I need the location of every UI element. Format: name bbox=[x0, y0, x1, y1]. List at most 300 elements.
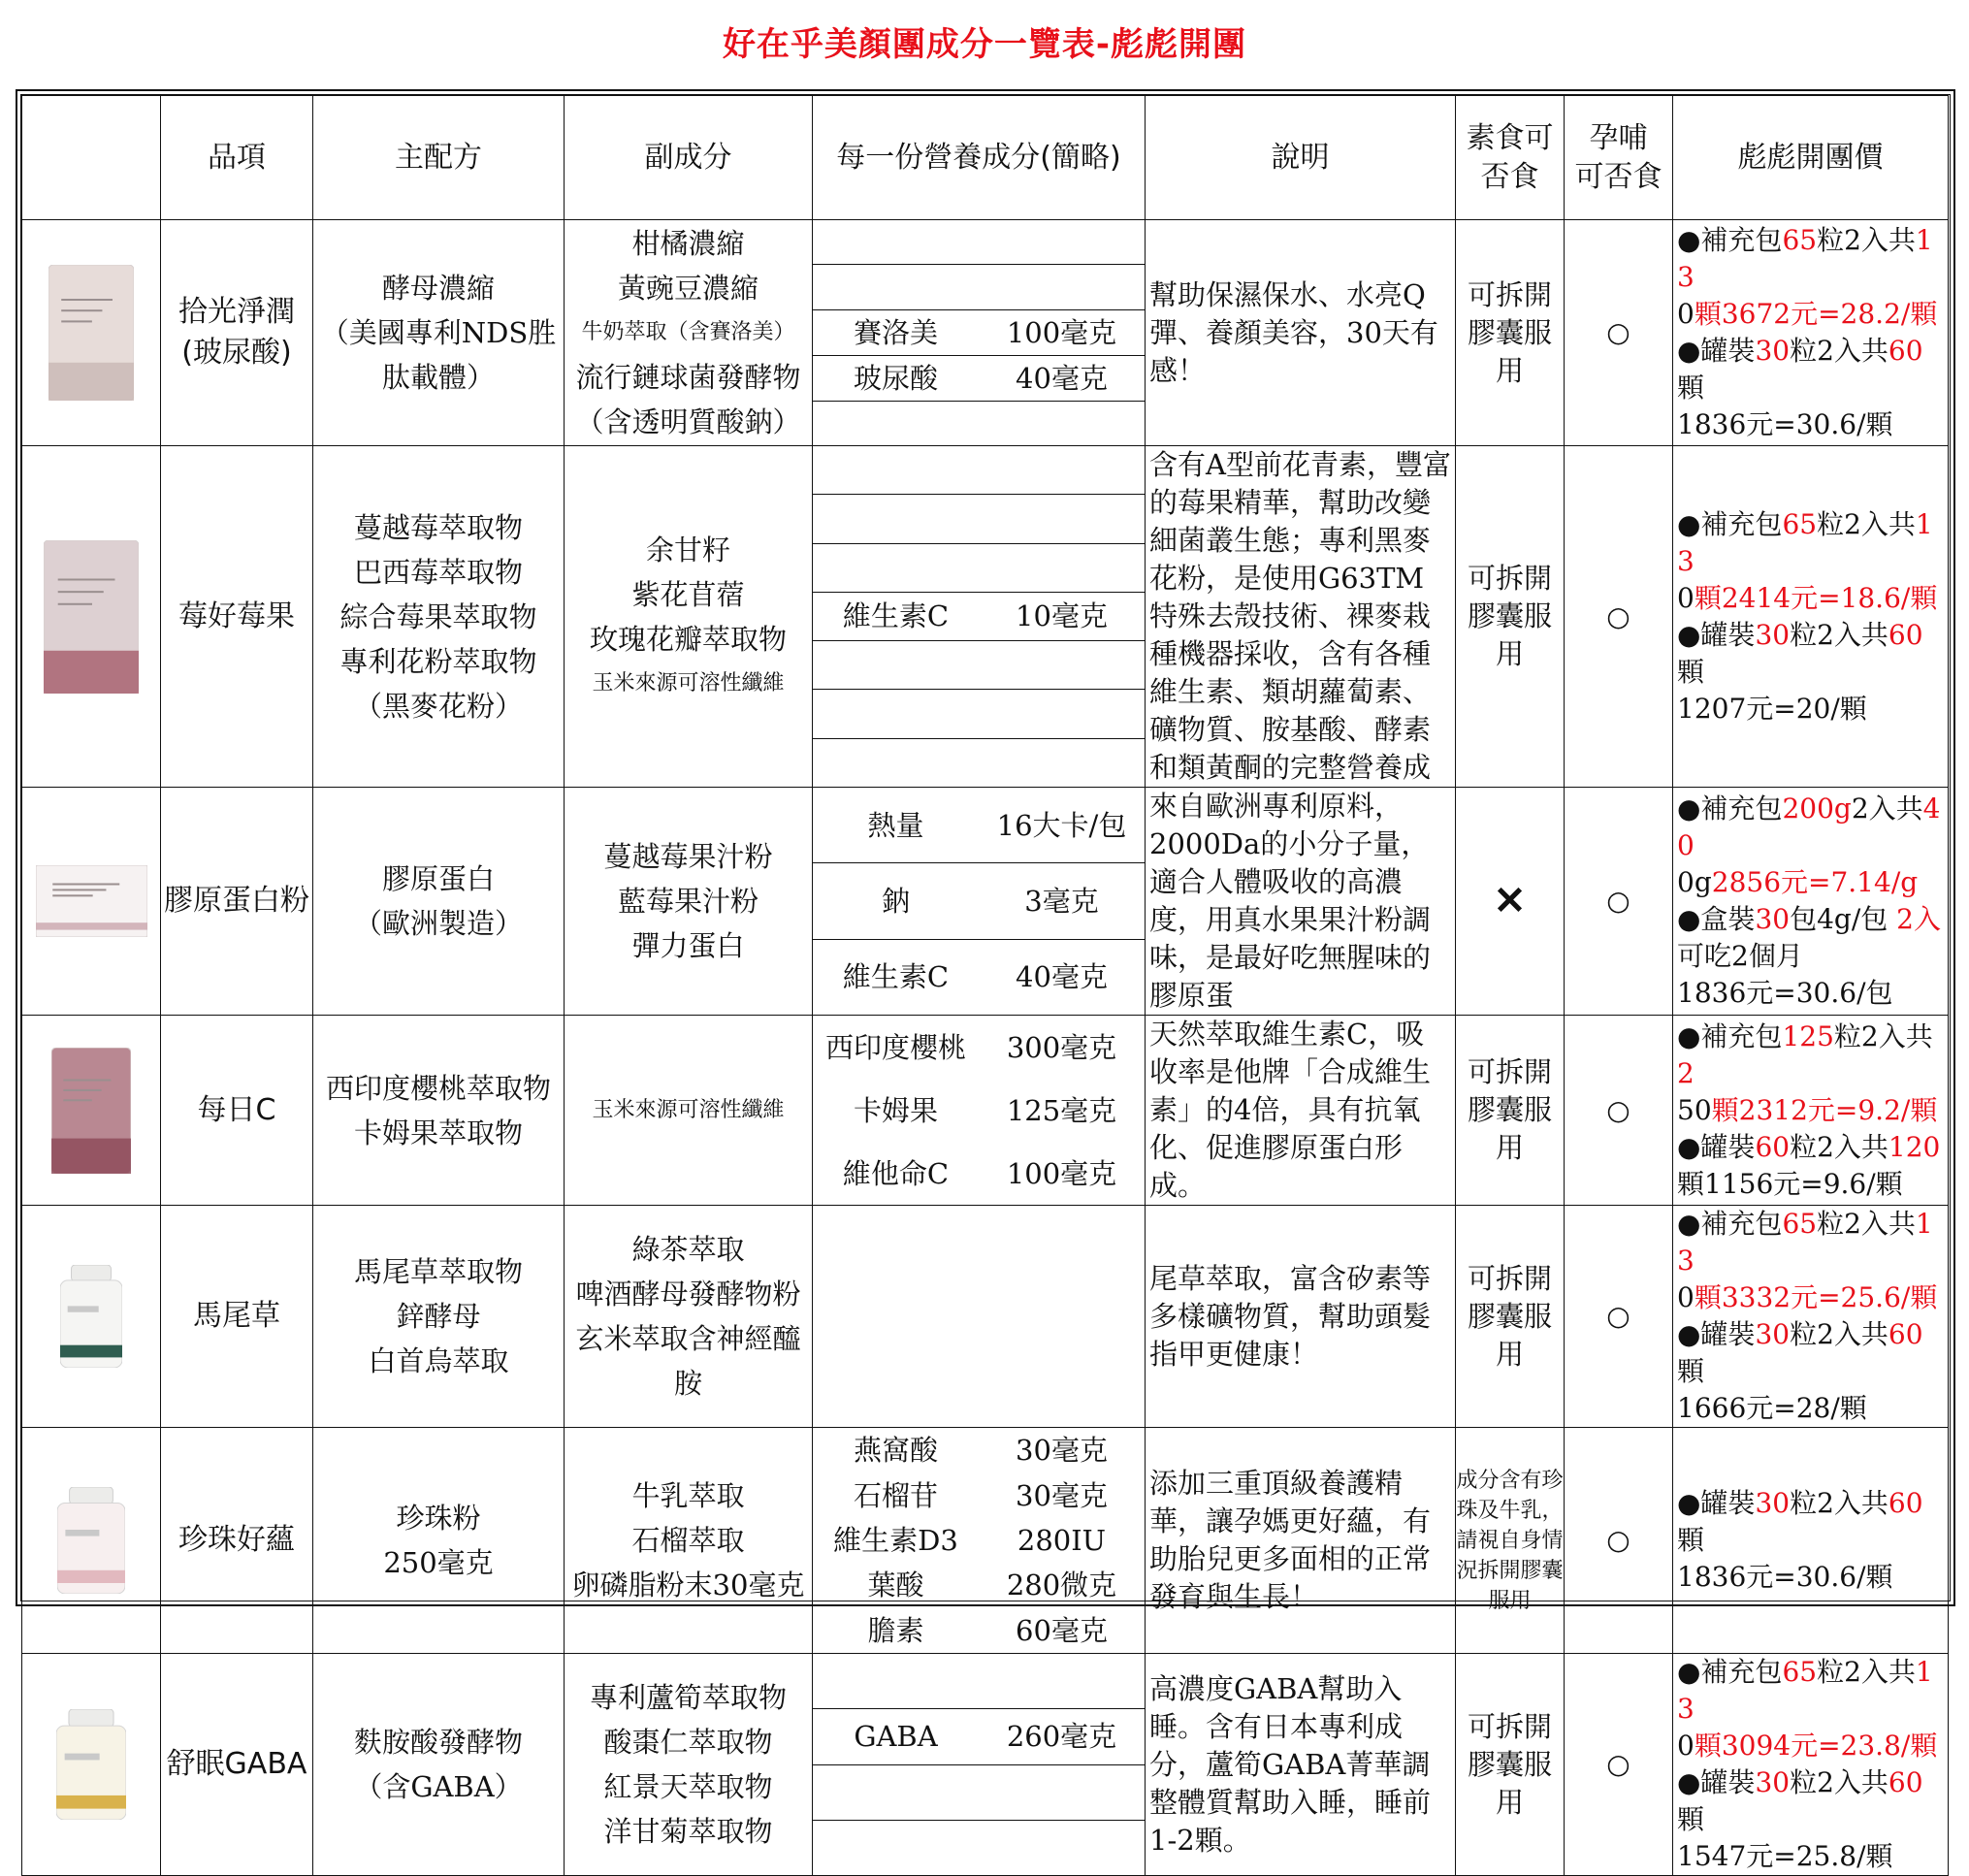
description-text: 添加三重頂級養護精華，讓孕媽更好蘊，有助胎兒更多面相的正常發育與生長！ bbox=[1149, 1467, 1432, 1613]
product-image bbox=[56, 1709, 126, 1820]
ingredient-table bbox=[21, 95, 1949, 1876]
nutrition-list bbox=[813, 1016, 1145, 1205]
sub-ingredient-cell bbox=[565, 1016, 813, 1206]
price-segment: 顆 bbox=[1677, 655, 1705, 688]
product-image-cell bbox=[22, 446, 161, 788]
circle-icon: ○ bbox=[1606, 599, 1630, 632]
product-image bbox=[36, 865, 147, 937]
sub-ingredient-cell bbox=[565, 220, 813, 446]
description-cell bbox=[1146, 1654, 1456, 1876]
sub-ingredient-cell bbox=[565, 1206, 813, 1428]
price-segment: 2入 bbox=[1896, 903, 1941, 935]
header-nutrition: 每一份營養成分(簡略) bbox=[813, 96, 1146, 220]
sub-ingredient: 石榴萃取 bbox=[631, 1524, 745, 1557]
description-text: 高濃度GABA幫助入睡。含有日本專利成分，蘆筍GABA菁華調整體質幫助入睡，睡前1-2顆。 bbox=[1149, 1671, 1432, 1857]
product-name-cell bbox=[161, 1428, 313, 1654]
nutrition-cell bbox=[813, 788, 1146, 1016]
price-segment: 125 bbox=[1782, 1019, 1834, 1052]
price-segment: 30 bbox=[1755, 1318, 1791, 1350]
sub-ingredient: 黃豌豆濃縮 bbox=[617, 272, 759, 305]
sub-ingredient: 藍莓果汁粉 bbox=[617, 885, 759, 918]
price-segment: 顆 bbox=[1677, 1524, 1705, 1556]
sub-ingredient: 洋甘菊萃取物 bbox=[603, 1815, 773, 1848]
nutrition-row bbox=[813, 788, 1145, 862]
sub-ingredient: 專利蘆筍萃取物 bbox=[589, 1681, 787, 1714]
sub-ingredient: 玫瑰花瓣萃取物 bbox=[589, 622, 787, 656]
header-main: 主配方 bbox=[313, 96, 565, 220]
nutrition-row bbox=[813, 401, 1145, 445]
main-ingredient: 綜合莓果萃取物 bbox=[339, 599, 537, 633]
nutrition-row bbox=[813, 1428, 1145, 1472]
price-segment: 0 bbox=[1677, 1730, 1695, 1762]
header-desc: 說明 bbox=[1146, 96, 1456, 220]
product-image-cell bbox=[22, 1654, 161, 1876]
nutrient-name: 石榴苷 bbox=[853, 1478, 938, 1512]
header-item: 品項 bbox=[161, 96, 313, 220]
pregnancy-cell bbox=[1565, 446, 1673, 788]
price-line bbox=[1677, 901, 1944, 938]
nutrient-amount: 40毫克 bbox=[1016, 361, 1108, 395]
nutrient-amount: 3毫克 bbox=[1024, 884, 1099, 918]
description-cell bbox=[1146, 1016, 1456, 1206]
price-line bbox=[1677, 222, 1944, 296]
description-cell bbox=[1146, 220, 1456, 446]
nutrient-amount: 30毫克 bbox=[1016, 1434, 1108, 1468]
price-segment: 13 bbox=[1677, 1656, 1933, 1725]
price-line bbox=[1677, 1206, 1944, 1279]
price-line bbox=[1677, 1654, 1944, 1728]
nutrient-name: 葉酸 bbox=[867, 1569, 924, 1602]
price-segment: 60 bbox=[1888, 335, 1923, 367]
product-image-cell bbox=[22, 1016, 161, 1206]
nutrition-row bbox=[813, 309, 1145, 355]
price-line bbox=[1677, 938, 1944, 975]
pregnancy-cell bbox=[1565, 1654, 1673, 1876]
product-image-wrap bbox=[22, 1487, 160, 1594]
price-cell bbox=[1673, 446, 1949, 788]
main-formula-cell bbox=[313, 1016, 565, 1206]
sub-ingredient: 玉米來源可溶性纖維 bbox=[592, 1097, 785, 1122]
sub-ingredient: 酸棗仁萃取物 bbox=[603, 1726, 773, 1759]
nutrition-row bbox=[813, 1472, 1145, 1517]
table-row bbox=[22, 1428, 1949, 1654]
main-ingredient: 鋅酵母 bbox=[396, 1300, 481, 1333]
price-line bbox=[1677, 791, 1944, 864]
table-row bbox=[22, 1016, 1949, 1206]
price-segment: ●罐裝 bbox=[1677, 1318, 1756, 1350]
main-ingredient: 馬尾草萃取物 bbox=[353, 1255, 523, 1288]
price-segment: 30 bbox=[1755, 335, 1791, 367]
price-line bbox=[1677, 333, 1944, 406]
price-cell bbox=[1673, 1016, 1949, 1206]
main-formula-cell bbox=[313, 446, 565, 788]
product-image-wrap bbox=[22, 265, 160, 401]
header-veg-line1: 素食可 bbox=[1466, 120, 1554, 155]
price-cell bbox=[1673, 220, 1949, 446]
nutrient-amount: 100毫克 bbox=[1006, 1156, 1117, 1190]
price-line bbox=[1677, 1092, 1944, 1129]
price-line bbox=[1677, 864, 1944, 901]
price-segment: ●補充包 bbox=[1677, 1656, 1783, 1688]
product-image bbox=[48, 265, 134, 401]
description-cell bbox=[1146, 788, 1456, 1016]
price-segment: 13 bbox=[1677, 224, 1933, 293]
price-segment: 1207元=20/顆 bbox=[1677, 692, 1867, 725]
description-text: 幫助保濕保水、水亮Q彈、養顏美容，30天有感！ bbox=[1149, 277, 1438, 387]
main-ingredient: 麩胺酸發酵物 bbox=[353, 1726, 523, 1759]
nutrition-cell bbox=[813, 1654, 1146, 1876]
sub-ingredient: 紅景天萃取物 bbox=[603, 1770, 773, 1803]
product-name: 拾光淨潤 bbox=[178, 295, 295, 329]
price-segment: 粒2入共 bbox=[1833, 1019, 1933, 1052]
price-line bbox=[1677, 1316, 1944, 1390]
product-name: 馬尾草 bbox=[193, 1299, 280, 1333]
nutrient-amount: 16大卡/包 bbox=[996, 808, 1127, 842]
product-name-cell bbox=[161, 446, 313, 788]
main-ingredient: 珍珠粉 bbox=[396, 1502, 481, 1535]
nutrition-row bbox=[813, 1608, 1145, 1653]
price-line bbox=[1677, 1728, 1944, 1764]
product-image-cell bbox=[22, 220, 161, 446]
price-line bbox=[1677, 1390, 1944, 1427]
sub-ingredient-cell bbox=[565, 1654, 813, 1876]
product-name: 珍珠好蘊 bbox=[178, 1523, 295, 1557]
vegetarian-text: 成分含有珍珠及牛乳，請視自身情況拆開膠囊服用 bbox=[1456, 1468, 1564, 1613]
nutrient-amount: 280微克 bbox=[1006, 1569, 1117, 1602]
main-ingredient: 肽載體） bbox=[381, 361, 495, 394]
price-segment: 粒2入共 bbox=[1817, 1656, 1916, 1688]
nutrition-cell bbox=[813, 1016, 1146, 1206]
product-image-wrap bbox=[22, 1709, 160, 1820]
nutrition-row bbox=[813, 543, 1145, 592]
header-preg-line1: 孕哺 bbox=[1589, 120, 1648, 155]
price-segment: 顆3094元=23.8/顆 bbox=[1694, 1730, 1938, 1762]
table-row bbox=[22, 788, 1949, 1016]
price-segment: 13 bbox=[1677, 507, 1933, 577]
main-ingredient: 膠原蛋白 bbox=[381, 862, 495, 895]
table-row bbox=[22, 446, 1949, 788]
nutrition-cell bbox=[813, 220, 1146, 446]
price-line bbox=[1677, 1559, 1944, 1596]
pregnancy-cell bbox=[1565, 1206, 1673, 1428]
price-segment: 粒2入共 bbox=[1790, 1766, 1888, 1798]
price-segment: 30 bbox=[1755, 618, 1791, 651]
nutrient-name: 膽素 bbox=[867, 1613, 924, 1647]
price-cell bbox=[1673, 1428, 1949, 1654]
product-image bbox=[44, 540, 139, 694]
circle-icon: ○ bbox=[1606, 316, 1630, 348]
sub-ingredient: 牛乳萃取 bbox=[631, 1479, 745, 1512]
price-line bbox=[1677, 975, 1944, 1012]
product-name: 莓好莓果 bbox=[178, 598, 295, 633]
nutrition-row bbox=[813, 1764, 1145, 1820]
sub-ingredient: 啤酒酵母發酵物粉 bbox=[575, 1278, 801, 1310]
header-image bbox=[22, 96, 161, 220]
nutrition-list bbox=[813, 1654, 1145, 1875]
nutrient-amount: 10毫克 bbox=[1016, 599, 1108, 633]
price-segment: 60 bbox=[1888, 1487, 1923, 1519]
product-image-wrap bbox=[22, 1265, 160, 1368]
nutrition-row bbox=[813, 592, 1145, 640]
price-line bbox=[1677, 1166, 1944, 1203]
product-image-wrap bbox=[22, 1048, 160, 1174]
price-cell bbox=[1673, 788, 1949, 1016]
price-segment: 粒2入共 bbox=[1817, 1208, 1916, 1240]
price-segment: 粒2入共 bbox=[1790, 618, 1888, 651]
price-segment: 65 bbox=[1782, 1208, 1818, 1240]
nutrition-row bbox=[813, 1654, 1145, 1708]
nutrient-amount: 300毫克 bbox=[1006, 1030, 1117, 1064]
product-name: 膠原蛋白粉 bbox=[164, 884, 309, 918]
vegetarian-cell bbox=[1456, 446, 1565, 788]
price-segment: 50 bbox=[1677, 1093, 1712, 1126]
main-ingredient: 酵母濃縮 bbox=[381, 272, 495, 305]
product-name-cell bbox=[161, 1654, 313, 1876]
nutrient-name: 維他命C bbox=[842, 1156, 950, 1190]
description-text: 含有A型前花青素，豐富的莓果精華，幫助改變細菌叢生態；專利黑麥花粉，是使用G63TM特殊去殼技術、裸麥栽種機器採收，含有各種維生素、類胡蘿蔔素、礦物質、胺基酸、酵素和類黃酮的完整營養成 bbox=[1149, 448, 1451, 784]
price-segment: 顆1156元=9.6/顆 bbox=[1677, 1167, 1903, 1200]
nutrient-amount: 60毫克 bbox=[1016, 1613, 1108, 1647]
nutrient-name: GABA bbox=[854, 1720, 938, 1754]
price-segment: 顆 bbox=[1677, 1803, 1705, 1835]
main-ingredient: 蔓越莓萃取物 bbox=[353, 510, 523, 544]
nutrient-name: 熱量 bbox=[867, 808, 924, 842]
price-segment: ●補充包 bbox=[1677, 1208, 1783, 1240]
price-line bbox=[1677, 1279, 1944, 1316]
price-line bbox=[1677, 1019, 1944, 1092]
main-ingredient: （含GABA） bbox=[354, 1770, 523, 1803]
price-segment: 顆2414元=18.6/顆 bbox=[1694, 581, 1938, 614]
circle-icon: ○ bbox=[1606, 1300, 1630, 1332]
price-segment: 粒2入共 bbox=[1817, 507, 1916, 540]
nutrition-list bbox=[813, 1428, 1145, 1653]
product-image bbox=[51, 1048, 131, 1174]
nutrient-name: 卡姆果 bbox=[853, 1093, 938, 1127]
nutrient-name: 維生素C bbox=[842, 599, 950, 633]
circle-icon: ○ bbox=[1606, 1748, 1630, 1780]
price-segment: 60 bbox=[1888, 618, 1923, 651]
nutrient-name: 鈉 bbox=[881, 884, 910, 918]
nutrient-amount: 125毫克 bbox=[1006, 1093, 1117, 1127]
vegetarian-text: 可拆開膠囊服用 bbox=[1467, 1709, 1552, 1819]
product-image-wrap bbox=[22, 540, 160, 694]
sub-ingredient: 流行鏈球菌發酵物 bbox=[575, 361, 801, 394]
nutrition-list bbox=[813, 220, 1145, 445]
main-ingredient: 白首烏萃取 bbox=[368, 1344, 509, 1377]
nutrition-row bbox=[813, 1820, 1145, 1875]
main-ingredient: 卡姆果萃取物 bbox=[353, 1116, 523, 1149]
nutrient-amount: 100毫克 bbox=[1006, 315, 1117, 349]
main-ingredient: （黑麥花粉） bbox=[353, 689, 523, 723]
main-formula-cell bbox=[313, 1206, 565, 1428]
nutrition-row bbox=[813, 738, 1145, 787]
price-segment: 1836元=30.6/顆 bbox=[1677, 408, 1893, 440]
pregnancy-cell bbox=[1565, 220, 1673, 446]
sub-ingredient: 牛奶萃取（含賽洛美） bbox=[581, 320, 795, 344]
circle-icon: ○ bbox=[1606, 885, 1630, 917]
main-ingredient: 專利花粉萃取物 bbox=[339, 644, 537, 678]
nutrient-amount: 280IU bbox=[1017, 1524, 1107, 1558]
price-segment: ●補充包 bbox=[1677, 507, 1783, 540]
nutrition-row bbox=[813, 1518, 1145, 1563]
sub-ingredient: （含透明質酸鈉） bbox=[575, 405, 801, 438]
sub-ingredient: 柑橘濃縮 bbox=[631, 227, 745, 260]
product-name-cell bbox=[161, 1206, 313, 1428]
nutrient-amount: 40毫克 bbox=[1016, 960, 1108, 994]
product-image bbox=[57, 1487, 125, 1594]
header-veg-line2: 否食 bbox=[1480, 159, 1539, 194]
nutrition-row bbox=[813, 862, 1145, 938]
product-image-wrap bbox=[22, 865, 160, 937]
sub-ingredient: 余甘籽 bbox=[645, 533, 730, 566]
nutrition-row bbox=[813, 1142, 1145, 1205]
description-cell bbox=[1146, 1428, 1456, 1654]
price-line bbox=[1677, 580, 1944, 617]
price-line bbox=[1677, 406, 1944, 443]
price-segment: 30 bbox=[1755, 1766, 1791, 1798]
nutrient-name: 維生素C bbox=[842, 960, 950, 994]
price-segment: 60 bbox=[1755, 1130, 1791, 1163]
nutrient-amount: 30毫克 bbox=[1016, 1478, 1108, 1512]
nutrition-row bbox=[813, 1708, 1145, 1763]
nutrient-name: 賽洛美 bbox=[853, 315, 938, 349]
vegetarian-cell bbox=[1456, 1016, 1565, 1206]
product-image-cell bbox=[22, 1206, 161, 1428]
nutrition-row bbox=[813, 939, 1145, 1015]
pregnancy-cell bbox=[1565, 788, 1673, 1016]
product-name-cell bbox=[161, 1016, 313, 1206]
vegetarian-cell bbox=[1456, 1428, 1565, 1654]
description-text: 尾草萃取，富含矽素等多樣礦物質，幫助頭髮指甲更健康！ bbox=[1149, 1261, 1432, 1371]
price-segment: 1836元=30.6/包 bbox=[1677, 977, 1893, 1009]
price-line bbox=[1677, 617, 1944, 691]
price-segment: ●罐裝 bbox=[1677, 1130, 1756, 1163]
product-name-cell bbox=[161, 220, 313, 446]
price-segment: 30 bbox=[1755, 903, 1791, 935]
price-segment: 1547元=25.8/顆 bbox=[1677, 1840, 1893, 1872]
product-image-cell bbox=[22, 788, 161, 1016]
vegetarian-text: 可拆開膠囊服用 bbox=[1467, 562, 1552, 670]
nutrition-cell bbox=[813, 1206, 1146, 1428]
header-sub: 副成分 bbox=[565, 96, 813, 220]
cross-icon: ✕ bbox=[1493, 878, 1527, 923]
price-segment: 30 bbox=[1755, 1487, 1791, 1519]
price-segment: 65 bbox=[1782, 507, 1818, 540]
product-name: (玻尿酸) bbox=[181, 336, 292, 370]
vegetarian-cell bbox=[1456, 220, 1565, 446]
price-segment: ●罐裝 bbox=[1677, 618, 1756, 651]
price-cell bbox=[1673, 1654, 1949, 1876]
nutrient-name: 維生素D3 bbox=[833, 1524, 958, 1558]
price-segment: 粒2入共 bbox=[1790, 335, 1888, 367]
product-image-cell bbox=[22, 1428, 161, 1654]
nutrition-cell bbox=[813, 446, 1146, 788]
nutrition-list bbox=[813, 788, 1145, 1015]
main-formula-cell bbox=[313, 1654, 565, 1876]
description-cell bbox=[1146, 446, 1456, 788]
vegetarian-text: 可拆開膠囊服用 bbox=[1467, 1055, 1552, 1164]
price-segment: ●補充包 bbox=[1677, 224, 1783, 256]
price-line bbox=[1677, 296, 1944, 333]
price-segment: 顆 bbox=[1677, 372, 1705, 404]
nutrition-row bbox=[813, 264, 1145, 308]
price-segment: 可吃2個月 bbox=[1677, 940, 1803, 972]
price-segment: ●補充包 bbox=[1677, 1019, 1783, 1052]
price-segment: 13 bbox=[1677, 1208, 1933, 1277]
sub-ingredient: 玉米來源可溶性纖維 bbox=[592, 670, 785, 695]
table-row bbox=[22, 220, 1949, 446]
vegetarian-text: 可拆開膠囊服用 bbox=[1467, 1261, 1552, 1371]
sub-ingredient: 紫花苜蓿 bbox=[631, 577, 745, 611]
product-image bbox=[60, 1265, 122, 1368]
description-text: 天然萃取維生素C，吸收率是他牌「合成維生素」的4倍，具有抗氧化、促進膠原蛋白形成。 bbox=[1149, 1018, 1432, 1202]
price-segment: 2 bbox=[1677, 1056, 1695, 1089]
price-line bbox=[1677, 1838, 1944, 1875]
header-pregnancy bbox=[1565, 96, 1673, 220]
header-row bbox=[22, 96, 1949, 220]
price-segment: 2入共 bbox=[1851, 792, 1923, 825]
price-cell bbox=[1673, 1206, 1949, 1428]
price-line bbox=[1677, 1485, 1944, 1559]
nutrient-name: 玻尿酸 bbox=[853, 361, 938, 395]
vegetarian-cell bbox=[1456, 1206, 1565, 1428]
price-segment: 0 bbox=[1677, 298, 1695, 330]
price-segment: 40 bbox=[1677, 792, 1941, 861]
price-segment: 200g bbox=[1782, 792, 1852, 825]
main-formula-cell bbox=[313, 1428, 565, 1654]
nutrition-row bbox=[813, 355, 1145, 401]
pregnancy-cell bbox=[1565, 1428, 1673, 1654]
nutrition-cell bbox=[813, 1428, 1146, 1654]
nutrition-row bbox=[813, 494, 1145, 542]
price-segment: 粒2入共 bbox=[1790, 1130, 1888, 1163]
nutrition-row bbox=[813, 1016, 1145, 1079]
sub-ingredient-cell bbox=[565, 1428, 813, 1654]
vegetarian-text: 可拆開膠囊服用 bbox=[1467, 277, 1552, 387]
nutrition-row bbox=[813, 1563, 1145, 1607]
vegetarian-cell bbox=[1456, 788, 1565, 1016]
nutrition-row bbox=[813, 1079, 1145, 1142]
nutrition-list bbox=[813, 446, 1145, 787]
sub-ingredient-cell bbox=[565, 446, 813, 788]
price-segment: 0 bbox=[1677, 581, 1695, 614]
price-segment: ●罐裝 bbox=[1677, 335, 1756, 367]
price-segment: 60 bbox=[1888, 1766, 1923, 1798]
main-ingredient: （歐洲製造） bbox=[353, 907, 523, 940]
price-segment: 粒2入共 bbox=[1790, 1487, 1888, 1519]
circle-icon: ○ bbox=[1606, 1093, 1630, 1126]
description-cell bbox=[1146, 1206, 1456, 1428]
price-segment: 包4g/包 bbox=[1790, 903, 1897, 935]
price-segment: 0 bbox=[1677, 1281, 1695, 1313]
price-segment: 顆3672元=28.2/顆 bbox=[1694, 298, 1938, 330]
price-line bbox=[1677, 1129, 1944, 1166]
price-segment: 顆 bbox=[1677, 1355, 1705, 1387]
nutrient-name: 西印度櫻桃 bbox=[824, 1030, 966, 1064]
sub-ingredient: 彈力蛋白 bbox=[631, 929, 745, 962]
header-price: 彪彪開團價 bbox=[1673, 96, 1949, 220]
price-line bbox=[1677, 691, 1944, 728]
price-segment: 顆2312元=9.2/顆 bbox=[1711, 1093, 1938, 1126]
price-segment: 1666元=28/顆 bbox=[1677, 1392, 1867, 1424]
main-ingredient: 巴西莓萃取物 bbox=[353, 555, 523, 589]
nutrient-amount: 260毫克 bbox=[1006, 1720, 1117, 1754]
nutrition-row bbox=[813, 446, 1145, 494]
description-text: 來自歐洲專利原料，2000Da的小分子量，適合人體吸收的高濃度，用真水果果汁粉調味，是最好吃無腥味的膠原蛋 bbox=[1149, 790, 1432, 1012]
price-segment: 65 bbox=[1782, 224, 1818, 256]
vegetarian-cell bbox=[1456, 1654, 1565, 1876]
sub-ingredient: 蔓越莓果汁粉 bbox=[603, 840, 773, 873]
